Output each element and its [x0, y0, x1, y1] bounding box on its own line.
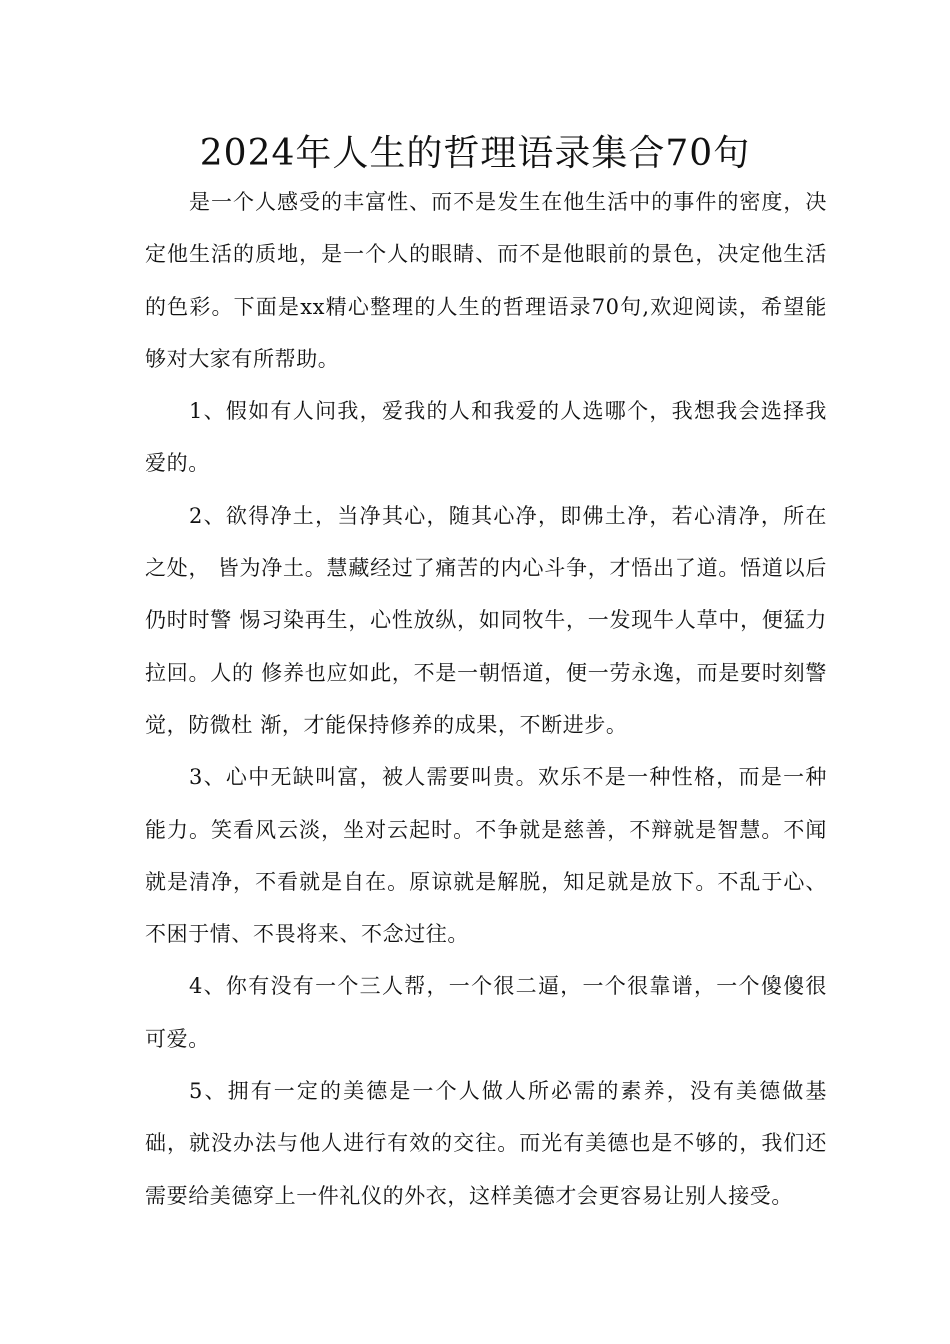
quote-paragraph-1: 1、假如有人问我，爱我的人和我爱的人选哪个，我想我会选择我爱的。	[145, 399, 827, 476]
document-body	[145, 176, 827, 1222]
quote-paragraph-5: 5、拥有一定的美德是一个人做人所必需的素养，没有美德做基础，就没办法与他人进行有效的交往。而光有美德也是不够的，我们还需要给美德穿上一件礼仪的外衣，这样美德才会更容易让别人接受。	[145, 1079, 827, 1208]
document-title: 2024年人生的哲理语录集合70句	[199, 133, 751, 174]
intro-paragraph: 是一个人感受的丰富性、而不是发生在他生活中的事件的密度，决定他生活的质地，是一个人的眼睛、而不是他眼前的景色，决定他生活的色彩。下面是xx精心整理的人生的哲理语录70句,欢迎阅读，希望能够对大家有所帮助。	[145, 190, 827, 371]
quote-paragraph-3: 3、心中无缺叫富，被人需要叫贵。欢乐不是一种性格，而是一种能力。笑看风云淡，坐对云起时。不争就是慈善，不辩就是智慧。不闻就是清净，不看就是自在。原谅就是解脱，知足就是放下。不乱于心、不困于情、不畏将来、不念过往。	[145, 765, 827, 947]
quote-paragraph-2: 2、欲得净土，当净其心，随其心净，即佛土净，若心清净，所在之处， 皆为净土。慧藏经过了痛苦的内心斗争，才悟出了道。悟道以后仍时时警 惕习染再生，心性放纵，如同牧牛，一发现牛人草中，便猛力拉回。人的 修养也应如此，不是一朝悟道，便一劳永逸，而是要时刻警觉，防微杜 渐，才能保持修养的成果，不断进步。	[145, 503, 827, 737]
quote-paragraph-4: 4、你有没有一个三人帮，一个很二逼，一个很靠谱，一个傻傻很可爱。	[145, 974, 827, 1051]
